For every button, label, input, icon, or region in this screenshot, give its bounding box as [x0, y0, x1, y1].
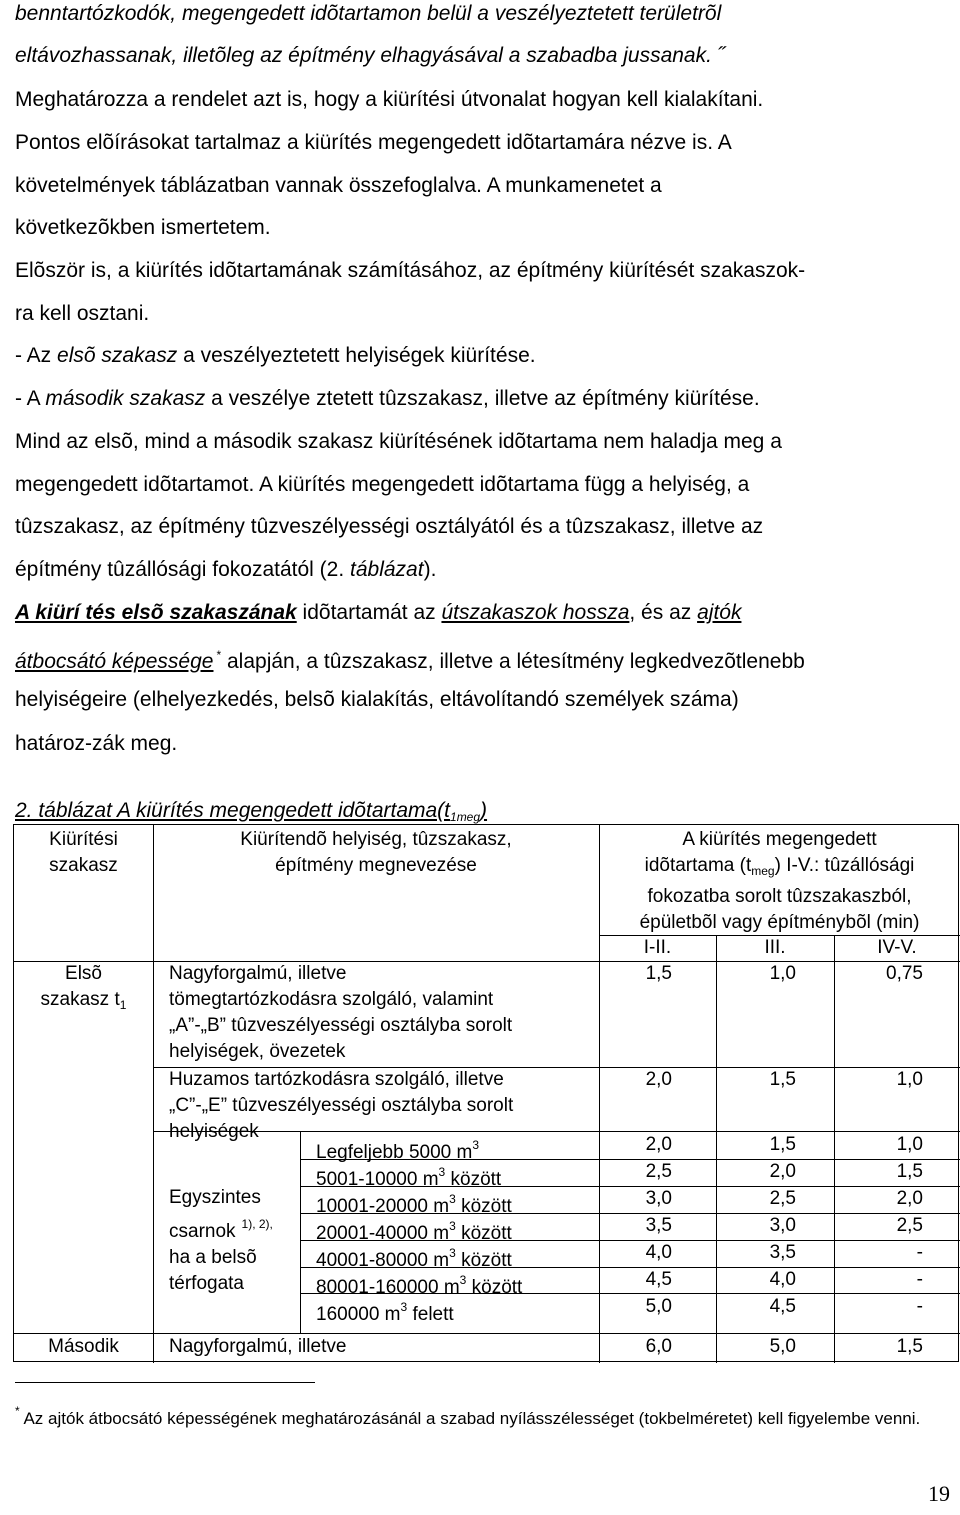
cube-sup: 3 — [449, 1246, 456, 1260]
text-span: , és az — [629, 601, 698, 624]
footnote — [15, 1398, 955, 1432]
volume-text: között — [455, 1196, 512, 1217]
text-span: a veszélyeztetett helyiségek kiürítése. — [177, 344, 536, 367]
value-cell: 3,0 — [645, 1188, 672, 1209]
value-cell: - — [916, 1296, 923, 1317]
header-text: Kiürítendõ helyiség, tûzszakasz, — [240, 829, 512, 850]
text-span: ). — [423, 558, 437, 581]
term-emphasis: ajtók — [697, 601, 742, 624]
subheader-fire-class: III. — [764, 937, 786, 958]
text-line: határoz-zák meg. — [15, 732, 178, 755]
text-line: helyiségeire (elhelyezkedés, belsõ kialakítás, eltávolítandó személyek száma) — [15, 688, 739, 711]
value-cell: 3,0 — [769, 1215, 796, 1236]
text-line — [15, 601, 741, 625]
volume-text: 10001-20000 m — [316, 1196, 450, 1217]
value-cell: 2,0 — [769, 1161, 796, 1182]
stage-text: szakasz t — [40, 989, 120, 1010]
volume-text: 5001-10000 m — [316, 1169, 439, 1190]
header-text — [599, 853, 960, 884]
value-cell: 1,0 — [896, 1134, 923, 1155]
text-line: benntartózkodók, megengedett idõtartamon belül a veszélyeztetett területrõl — [15, 2, 722, 25]
text-line: Pontos elõírásokat tartalmaz a kiürítés megengedett idõtartamára nézve is. A — [15, 131, 732, 154]
caption-sub: 1meg — [450, 810, 481, 824]
stage-second: Második — [48, 1336, 119, 1357]
hall-text: csarnok — [169, 1221, 236, 1242]
value-cell: 1,0 — [896, 1069, 923, 1090]
text-line: következõkben ismertetem. — [15, 216, 271, 239]
value-cell: 1,5 — [769, 1134, 796, 1155]
term-second-stage: második szakasz — [45, 387, 206, 410]
volume-text: között — [455, 1250, 512, 1271]
text-line: tûzszakasz, az építmény tûzveszélyességi osztályától és a tûzszakasz, illetve az — [15, 515, 764, 538]
term-emphasis: átbocsátó képessége — [15, 650, 214, 673]
cube-sup: 3 — [459, 1273, 467, 1287]
text-span: a veszélye ztetett tûzszakasz, illetve az építmény kiürítése. — [205, 387, 760, 410]
value-cell: 2,5 — [896, 1215, 923, 1236]
header-text: A kiürítés megengedett — [682, 829, 877, 850]
volume-text: 20001-40000 m — [316, 1223, 450, 1244]
desc-line: Huzamos tartózkodásra szolgáló, illetve — [169, 1069, 504, 1090]
volume-text: felett — [407, 1304, 454, 1325]
text-span: eltávozhassanak, illetõleg az építmény elhagyásával a szabadba jussanak. — [15, 44, 712, 67]
text-line — [15, 44, 725, 68]
value-cell: 4,0 — [769, 1269, 796, 1290]
table-rule — [153, 825, 154, 1363]
text-span: építmény tûzállósági fokozatától (2. — [15, 558, 351, 581]
header-text: szakasz — [49, 855, 118, 876]
text-line — [15, 344, 536, 368]
volume-text: 160000 m — [316, 1304, 401, 1325]
stage-text: Elsõ — [65, 963, 102, 984]
caption-text: ) — [480, 799, 488, 822]
value-cell: 5,0 — [645, 1296, 672, 1317]
hall-sup: 1), 2), — [241, 1217, 273, 1231]
volume-text: között — [455, 1223, 512, 1244]
text-line: ra kell osztani. — [15, 302, 150, 325]
value-cell: - — [916, 1242, 923, 1263]
volume-text: között — [466, 1277, 523, 1298]
footnote-ref: * — [216, 648, 222, 662]
desc-line: „C”-„E” tûzveszélyességi osztályba sorolt — [169, 1095, 514, 1116]
row-description — [169, 961, 512, 1065]
text-line: Elõször is, a kiürítés idõtartamának számításához, az építmény kiürítését szakaszok- — [15, 259, 806, 282]
header-time — [599, 827, 960, 936]
table-caption — [15, 799, 487, 824]
cube-sup: 3 — [400, 1300, 408, 1314]
volume-text: Legfeljebb 5000 m — [316, 1142, 473, 1163]
value-cell: 6,0 — [645, 1336, 672, 1357]
value-cell: 2,5 — [645, 1161, 672, 1182]
value-cell: 4,5 — [645, 1269, 672, 1290]
caption-text: 2. táblázat A kiürítés megengedett idõtartama(t — [15, 799, 451, 822]
stage-sub: 1 — [119, 998, 127, 1012]
desc-line: tömegtartózkodásra szolgáló, valamint — [169, 989, 494, 1010]
value-cell: 4,5 — [769, 1296, 796, 1317]
desc-line: Nagyforgalmú, illetve — [169, 963, 347, 984]
text-span: táblázat — [350, 558, 424, 581]
hall-text: térfogata — [169, 1273, 244, 1294]
header-text: ) I-V.: tûzállósági — [774, 855, 915, 876]
header-text: épületbõl vagy építménybõl (min) — [639, 912, 920, 933]
hall-text: ha a belsõ — [169, 1247, 257, 1268]
volume-text: 40001-80000 m — [316, 1250, 450, 1271]
value-cell: 3,5 — [769, 1242, 796, 1263]
value-cell: 3,5 — [645, 1215, 672, 1236]
row-description: Nagyforgalmú, illetve — [169, 1336, 347, 1357]
stage-text — [14, 987, 153, 1018]
value-cell: 0,75 — [886, 963, 923, 984]
page-number: 19 — [928, 1481, 950, 1506]
hall-text — [169, 1211, 273, 1245]
text-span: - Az — [15, 344, 58, 367]
value-cell: 4,0 — [645, 1242, 672, 1263]
text-line: követelmények táblázatban vannak összefoglalva. A munkamenetet a — [15, 174, 662, 197]
term-first-stage: elsõ szakasz — [57, 344, 178, 367]
value-cell: 1,5 — [896, 1336, 923, 1357]
header-text: idõtartama (t — [644, 855, 752, 876]
cube-sup: 3 — [472, 1138, 480, 1152]
value-cell: 2,0 — [645, 1069, 672, 1090]
value-cell: 1,5 — [769, 1069, 796, 1090]
desc-line: helyiségek — [169, 1121, 259, 1142]
subheader-fire-class: IV-V. — [877, 937, 917, 958]
value-cell: - — [916, 1269, 923, 1290]
footnote-text: Az ajtók átbocsátó képességének meghatározásánál a szabad nyílásszélességet (tokbelméretet) kell figyelembe venni. — [23, 1409, 921, 1428]
header-text: fokozatba sorolt tûzszakaszból, — [647, 886, 912, 907]
value-cell: 5,0 — [769, 1336, 796, 1357]
value-cell: 2,0 — [645, 1134, 672, 1155]
volume-text: között — [445, 1169, 502, 1190]
cube-sup: 3 — [449, 1192, 456, 1206]
cube-sup: 3 — [449, 1219, 456, 1233]
volume-text: 80001-160000 m — [316, 1277, 460, 1298]
header-text: Kiürítési — [49, 829, 118, 850]
desc-line: helyiségek, övezetek — [169, 1041, 346, 1062]
hall-label — [169, 1185, 273, 1297]
evacuation-time-table — [13, 824, 959, 1362]
text-line: Mind az elsõ, mind a második szakasz kiürítésének idõtartama nem haladja meg a — [15, 430, 782, 453]
text-span: idõtartamát az — [296, 601, 442, 624]
header-room — [153, 827, 599, 879]
footnote-rule — [15, 1382, 315, 1383]
value-cell: 1,5 — [896, 1161, 923, 1182]
hall-text: Egyszintes — [169, 1187, 261, 1208]
value-cell: 1,5 — [645, 963, 672, 984]
text-line: Meghatározza a rendelet azt is, hogy a kiürítési útvonalat hogyan kell kialakítani. — [15, 88, 764, 111]
term-emphasis: útszakaszok hossza — [441, 601, 630, 624]
table-rule — [14, 1333, 960, 1334]
desc-line: „A”-„B” tûzveszélyességi osztályba sorolt — [169, 1015, 513, 1036]
stage-first — [14, 961, 153, 1018]
term-emphasis: A kiürí tés elsõ szakaszának — [15, 601, 297, 624]
volume-label — [316, 1294, 454, 1328]
value-cell: 2,0 — [896, 1188, 923, 1209]
text-line — [15, 643, 805, 674]
header-sub: meg — [751, 864, 775, 878]
subheader-fire-class: I-II. — [643, 937, 672, 958]
value-cell: 1,0 — [769, 963, 796, 984]
cube-sup: 3 — [438, 1165, 446, 1179]
value-cell: 2,5 — [769, 1188, 796, 1209]
table-rule — [300, 1131, 301, 1333]
header-stage — [14, 827, 153, 879]
text-line — [15, 558, 436, 582]
text-span: alapján, a tûzszakasz, illetve a létesítmény legkedvezõtlenebb — [221, 650, 805, 673]
text-span: - A — [15, 387, 46, 410]
text-line: megengedett idõtartamot. A kiürítés megengedett idõtartama függ a helyiség, a — [15, 473, 750, 496]
text-line — [15, 387, 760, 411]
footnote-mark: * — [15, 1404, 20, 1418]
quote-mark: ˝ — [717, 44, 725, 67]
header-text: építmény megnevezése — [275, 855, 477, 876]
